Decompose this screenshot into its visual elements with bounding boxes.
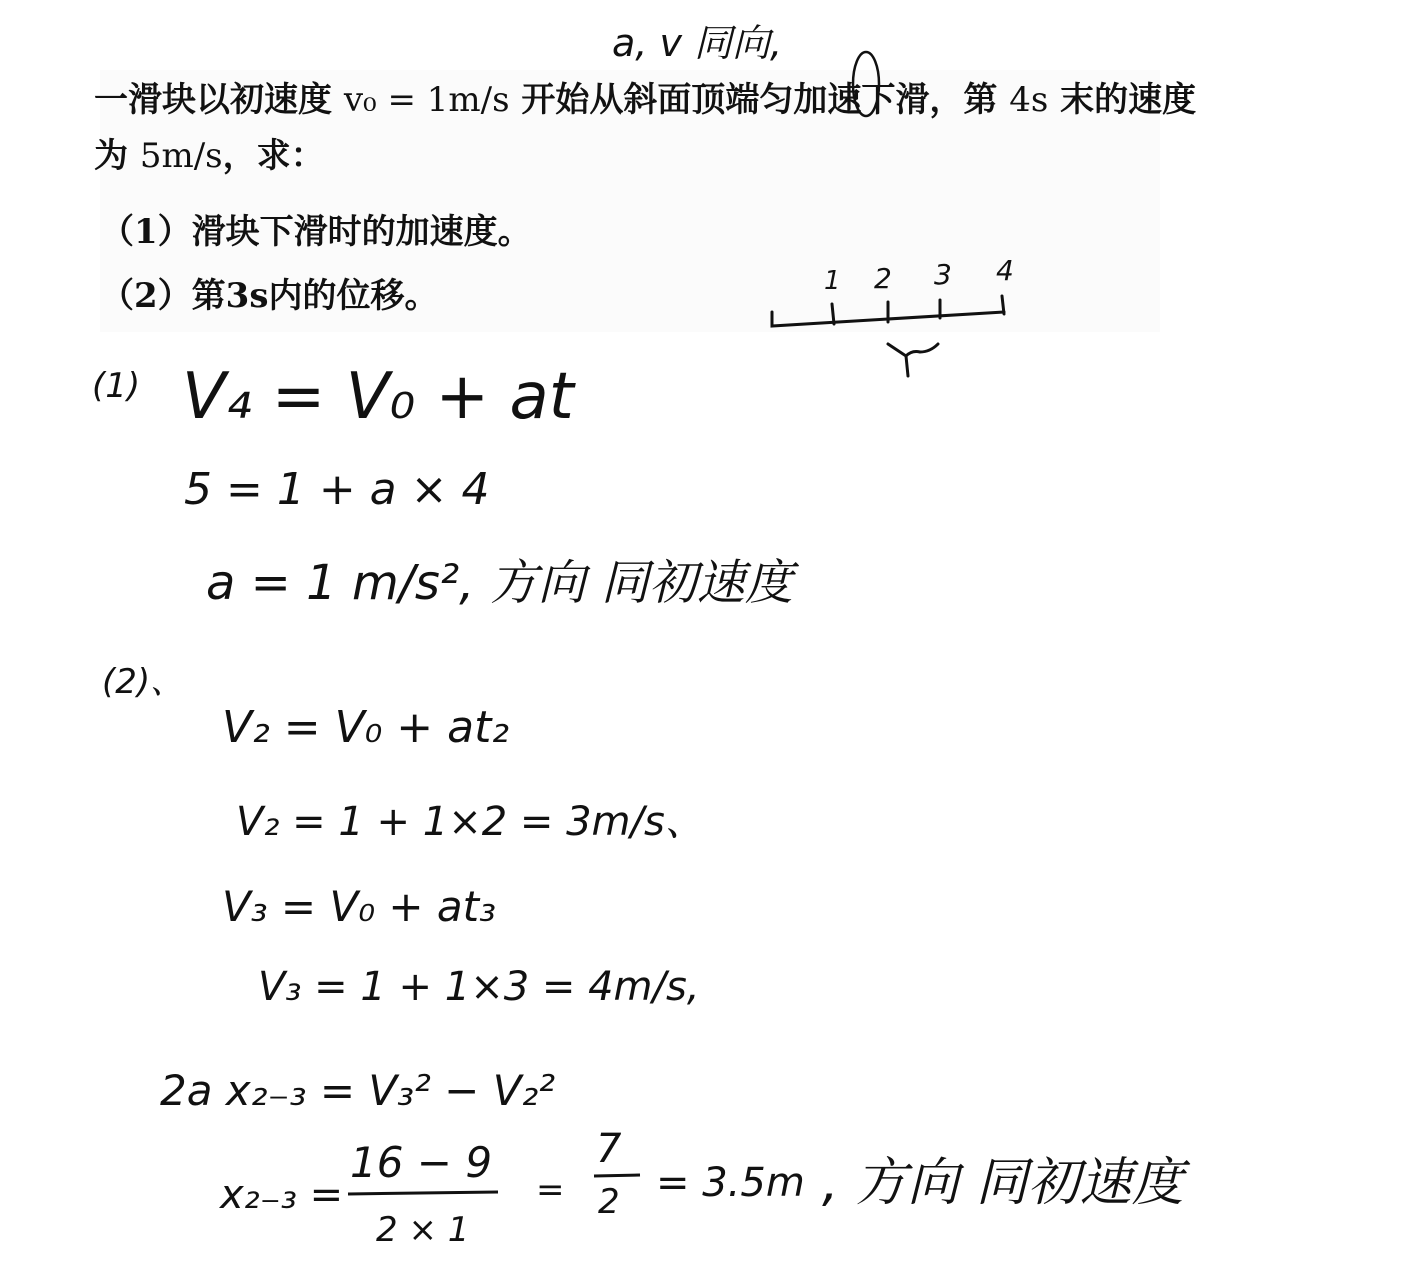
timeline (772, 296, 1004, 376)
equation: a = 1 m/s², 方向 同初速度 (206, 555, 793, 611)
part-2-label: (2)、 (102, 662, 185, 702)
equation: V₃ = V₀ + at₃ (222, 882, 496, 931)
top-annotation: a, v 同向, (612, 21, 783, 65)
fraction-denominator: 2 × 1 (376, 1210, 470, 1250)
fraction-numerator: 16 − 9 (350, 1138, 493, 1187)
result: = 3.5m (656, 1160, 805, 1206)
problem-text: 一滑块以初速度 (94, 80, 344, 120)
problem-text: ，求： (222, 136, 325, 176)
equation: V₄ = V₀ + at (182, 360, 574, 434)
fraction-bar (348, 1192, 498, 1194)
time-value: 4s (1009, 80, 1049, 120)
equals-sign: = (536, 1170, 565, 1210)
equation: V₂ = V₀ + at₂ (222, 702, 510, 753)
equation: V₂ = 1 + 1×2 = 3m/s、 (236, 799, 705, 845)
timeline-tick (1002, 296, 1004, 314)
fraction-numerator: 7 (596, 1126, 622, 1172)
brace-mark (888, 344, 938, 356)
question-2: （2）第3s内的位移。 (100, 276, 439, 316)
equation: 2a x₂₋₃ = V₃² − V₂² (160, 1066, 556, 1115)
equation: V₃ = 1 + 1×3 = 4m/s, (258, 964, 700, 1010)
direction-note: , 方向 同初速度 (822, 1153, 1184, 1213)
problem-text: 为 (94, 136, 140, 176)
problem-text: 开始从斜面顶端匀加速下滑，第 (509, 80, 1010, 120)
fraction-denominator: 2 (598, 1182, 620, 1222)
timeline-label: 3 (934, 258, 952, 291)
timeline-label: 1 (824, 266, 841, 296)
fraction-bar (594, 1175, 640, 1176)
final-velocity: 5m/s (139, 136, 223, 176)
timeline-tick (832, 304, 834, 324)
circle-mark (853, 52, 879, 116)
part-1-label: (1) (92, 366, 141, 406)
brace-stem (906, 356, 908, 376)
equation: 5 = 1 + a × 4 (184, 464, 490, 515)
initial-velocity: v₀ = 1m/s (343, 80, 510, 120)
question-1: （1）滑块下滑时的加速度。 (100, 212, 532, 252)
timeline-label: 4 (996, 254, 1014, 287)
problem-text: 末的速度 (1048, 80, 1197, 120)
equation-lhs: x₂₋₃ = (220, 1172, 344, 1218)
timeline-label: 2 (874, 262, 892, 295)
